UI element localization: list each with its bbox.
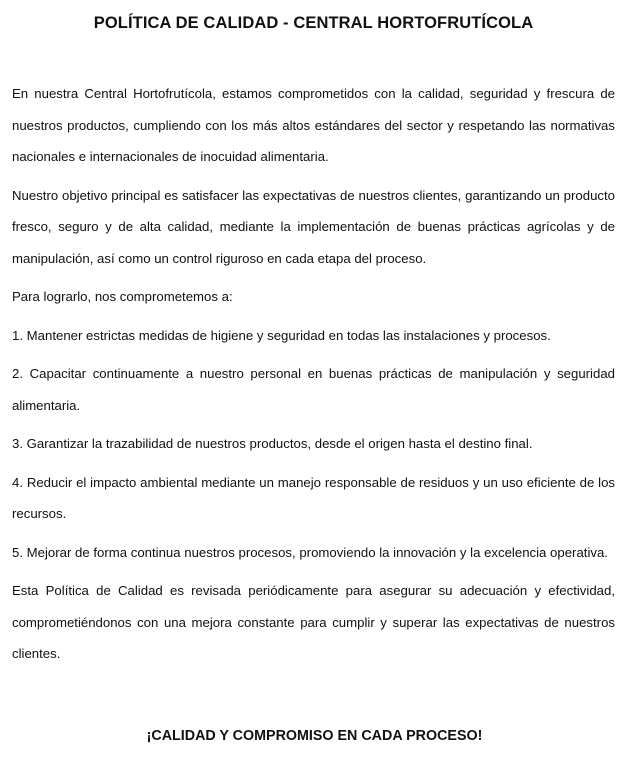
intro-paragraph-lead-in: Para lograrlo, nos comprometemos a: [12,289,233,304]
commitment-item: 2. Capacitar continuamente a nuestro personal en buenas prácticas de manipulación y seguridad alimentaria. [12,366,615,413]
commitment-item: 5. Mejorar de forma continua nuestros procesos, promoviendo la innovación y la excelencia operativa. [12,544,608,560]
document-title: POLÍTICA DE CALIDAD - CENTRAL HORTOFRUTÍCOLA [93,14,534,32]
commitment-item: 3. Garantizar la trazabilidad de nuestros productos, desde el origen hasta el destino final. [12,436,533,451]
document-body [12,78,615,670]
intro-paragraph-commitment: En nuestra Central Hortofrutícola, estamos comprometidos con la calidad, seguridad y frescura de nuestros productos, cumpliendo con los más altos estándares del sector y respetando las normativas nacionales e internacionales de inocuidad alimentaria. [12,86,615,164]
commitment-item: 4. Reducir el impacto ambiental mediante un manejo responsable de residuos y un uso eficiente de los recursos. [12,474,615,521]
closing-paragraph: Esta Política de Calidad es revisada periódicamente para asegurar su adecuación y efectividad, comprometiéndonos con una mejora constante para cumplir y superar las expectativas de nuestros clientes. [12,583,615,661]
commitment-item: 1. Mantener estrictas medidas de higiene y seguridad en todas las instalaciones y procesos. [12,327,551,343]
slogan: ¡CALIDAD Y COMPROMISO EN CADA PROCESO! [146,728,483,744]
intro-paragraph-objective: Nuestro objetivo principal es satisfacer las expectativas de nuestros clientes, garantizando un producto fresco, seguro y de alta calidad, mediante la implementación de buenas prácticas agrícolas y de manipulación, así como un control riguroso en cada etapa del proceso. [12,187,615,266]
commitments-list [12,320,615,569]
